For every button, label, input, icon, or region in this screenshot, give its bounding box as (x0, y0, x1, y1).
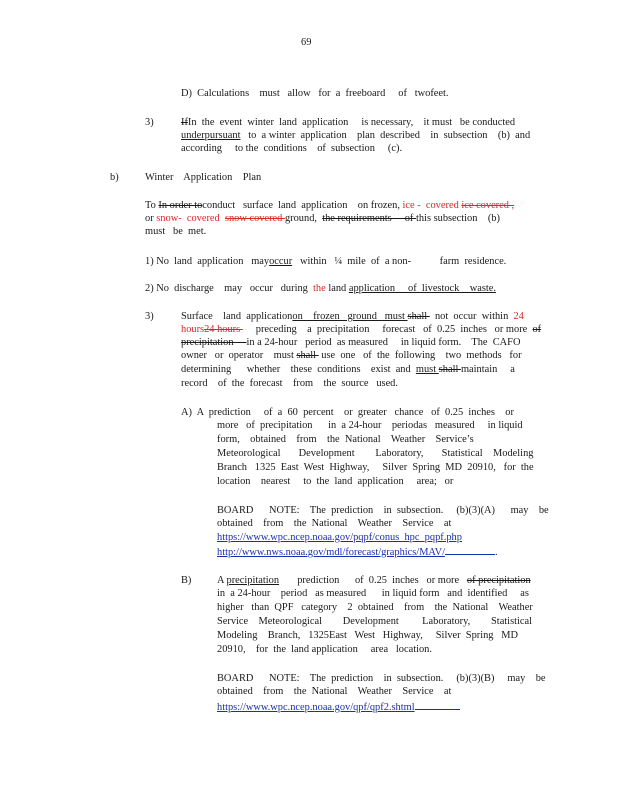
link-underline-extension (445, 545, 495, 555)
rule-3-line-3: precipitation in a 24-hour period as measured in liquid form. The CAFO (181, 337, 521, 348)
method-b-line-1: A precipitation prediction of 0.25 inches or more of precipitation (217, 575, 531, 586)
item-3-line-1: IfIn the event winter land application is necessary, it must be conducted (181, 117, 516, 128)
method-b-line-3: higher than QPF category 2 obtained from the National Weather (217, 602, 533, 613)
section-b-title: Winter Application Plan (145, 172, 262, 183)
rule-2: 2) No discharge may occur during the land application of livestock waste. (145, 283, 497, 294)
rule-3-line-5: determining whether these conditions exist and must shall maintain a (181, 364, 515, 375)
item-3-line-3: according to the conditions of subsection (c). (181, 143, 403, 154)
rule-3-line-1: Surface land applicationon frozen ground must shall not occur within 24 (181, 311, 524, 322)
method-a-line-3: form, obtained from the National Weather Service’s (217, 434, 474, 445)
method-b-line-5: Modeling Branch, 1325East West Highway, Silver Spring MD (217, 630, 519, 641)
rule-3-line-2: hours24 hours preceding a precipitation forecast of 0.25 inches or more of (181, 324, 542, 335)
intro-line-3: must be met. (145, 226, 207, 237)
method-a-line-4: Meteorological Development Laboratory, Statistical Modeling (217, 448, 534, 459)
qpf2-link-line (217, 700, 460, 713)
intro-line-1: To In order toconduct surface land application on frozen, ice - covered ice covered , (145, 200, 515, 211)
page-number: 69 (301, 37, 312, 48)
method-b-line-4: Service Meteorological Development Laboratory, Statistical (217, 616, 533, 627)
rule-3-line-6: record of the forecast from the source used. (181, 378, 398, 389)
rule-1: 1) No land application mayoccur within ¼ mile of a non- farm residence. (145, 256, 507, 267)
section-b-label: b) (110, 172, 119, 183)
method-b-board-note-line-1: BOARD NOTE: The prediction in subsection. (b)(3)(B) may be (217, 673, 546, 684)
method-a-line-1: A) A prediction of a 60 percent or greater chance of 0.25 inches or (181, 407, 514, 418)
item-3-line-2: underpursuant to a winter application plan described in subsection (b) and (181, 130, 531, 141)
method-a-line-6: location nearest to the land application area; or (217, 476, 454, 487)
method-b-board-note-line-2: obtained from the National Weather Service at (217, 686, 452, 697)
rule-3-line-4: owner or operator must shall use one of the following two methods for (181, 350, 522, 361)
method-a-line-5: Branch 1325 East West Highway, Silver Spring MD 20910, for the (217, 462, 534, 473)
method-b-line-6: 20910, for the land application area location. (217, 644, 432, 655)
method-b-line-2: in a 24-hour period as measured in liquid form and identified as (217, 588, 529, 599)
method-a-board-note-line-1: BOARD NOTE: The prediction in subsection. (b)(3)(A) may be (217, 505, 549, 516)
method-a-board-note-line-2: obtained from the National Weather Service at (217, 518, 452, 529)
method-b-label: B) (181, 575, 192, 586)
pqpf-link[interactable]: https://www.wpc.ncep.noaa.gov/pqpf/conus_hpc_pqpf.php (217, 532, 462, 543)
calculations-item: D) Calculations must allow for a freeboard of twofeet. (181, 88, 449, 99)
link-underline-extension (415, 700, 460, 710)
rule-3-label: 3) (145, 311, 154, 322)
item-3-label: 3) (145, 117, 154, 128)
method-a-line-2: more of precipitation in a 24-hour periodas measured in liquid (217, 420, 523, 431)
qpf2-link[interactable]: https://www.wpc.ncep.noaa.gov/qpf/qpf2.shtml (217, 702, 415, 713)
intro-line-2: or snow- covered snow covered ground, the requirements of this subsection (b) (145, 213, 500, 224)
mav-link[interactable]: http://www.nws.noaa.gov/mdl/forecast/graphics/MAV/ (217, 547, 445, 558)
mav-link-line: http://www.nws.noaa.gov/mdl/forecast/graphics/MAV/ . (217, 547, 498, 558)
